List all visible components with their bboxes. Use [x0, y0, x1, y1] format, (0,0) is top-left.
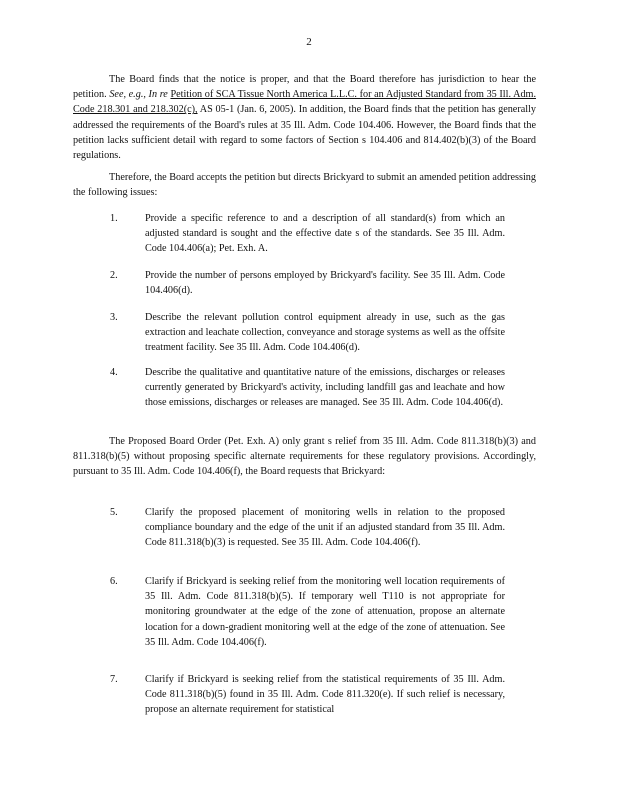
item-number: 3.	[110, 312, 118, 323]
item-number: 6.	[110, 576, 118, 587]
list-item: Clarify if Brickyard is seeking relief from the statistical requirements of 35 Ill. Adm. Code 811.318(b)(5) found in 35 Ill. Adm. Code 811.320(e). If such relief is necessary, propose an alternate requirement for statistical	[145, 674, 505, 716]
paragraph-jurisdiction	[73, 72, 536, 163]
paragraph-accepts-petition: Therefore, the Board accepts the petition but directs Brickyard to submit an amended petition addressing the following issues:	[73, 172, 536, 199]
jurisdiction-text-rest: AS 05-1 (Jan. 6, 2005). In addition, the Board finds that the petition has generally addressed the requirements of the Board's rules at 35 Ill. Adm. Code 104.406. However, the Board finds that the petition lacks sufficient detail with regard to some factors of Section s 104.406 and 814.402(b)(3) of the Board regulations.	[73, 104, 536, 162]
list-item: Describe the relevant pollution control equipment already in use, such as the gas extraction and leachate collection, conveyance and storage systems as well as the offsite treatment facility. See 35 Ill. Adm. Code 104.406(d).	[145, 312, 505, 354]
list-item: Describe the qualitative and quantitative nature of the emissions, discharges or releases currently generated by Brickyard's activity, including landfill gas and leachate and how those emissions, discharges or releases are managed. See 35 Ill. Adm. Code 104.406(d).	[145, 367, 505, 409]
item-number: 5.	[110, 507, 118, 518]
list-item: Provide a specific reference to and a description of all standard(s) from which an adjusted standard is sought and the effective date s of the standards. See 35 Ill. Adm. Code 104.406(a); Pet. Exh. A.	[145, 213, 505, 255]
item-number: 7.	[110, 674, 118, 685]
page-number: 2	[306, 36, 312, 48]
paragraph-proposed-order: The Proposed Board Order (Pet. Exh. A) only grant s relief from 35 Ill. Adm. Code 811.318(b)(3) and 811.318(b)(5) without proposing specific alternate requirements for these regulatory provisions. Accordingly, pursuant to 35 Ill. Adm. Code 104.406(f), the Board requests that Brickyard:	[73, 436, 536, 478]
item-number: 4.	[110, 367, 118, 378]
list-item: Clarify the proposed placement of monitoring wells in relation to the proposed compliance boundary and the edge of the unit if an adjusted standard from 35 Ill. Adm. Code 811.318(b)(3) is requested. See 35 Ill. Adm. Code 104.406(f).	[145, 507, 505, 549]
see-eg-signal: See, e.g., In re	[109, 89, 168, 101]
list-item: Provide the number of persons employed by Brickyard's facility. See 35 Ill. Adm. Code 104.406(d).	[145, 270, 505, 297]
list-item: Clarify if Brickyard is seeking relief from the monitoring well location requirements of 35 Ill. Adm. Code 811.318(b)(5). If temporary well T110 is not appropriate for monitoring groundwater at the edge of the zone of attenuation, propose an alternate location for a down-gradient monitoring well at the edge of the zone of attenuation. See 35 Ill. Adm. Code 104.406(f).	[145, 576, 505, 648]
item-number: 1.	[110, 213, 118, 224]
jurisdiction-text: The Board finds that the notice is proper, and that the Board therefore has jurisdiction to hear the petition.	[73, 74, 536, 101]
item-number: 2.	[110, 270, 118, 281]
case-citation: Petition of SCA Tissue North America L.L.C. for an Adjusted Standard from 35 Ill. Adm. Code 218.301 and 218.302(c),	[73, 89, 537, 116]
